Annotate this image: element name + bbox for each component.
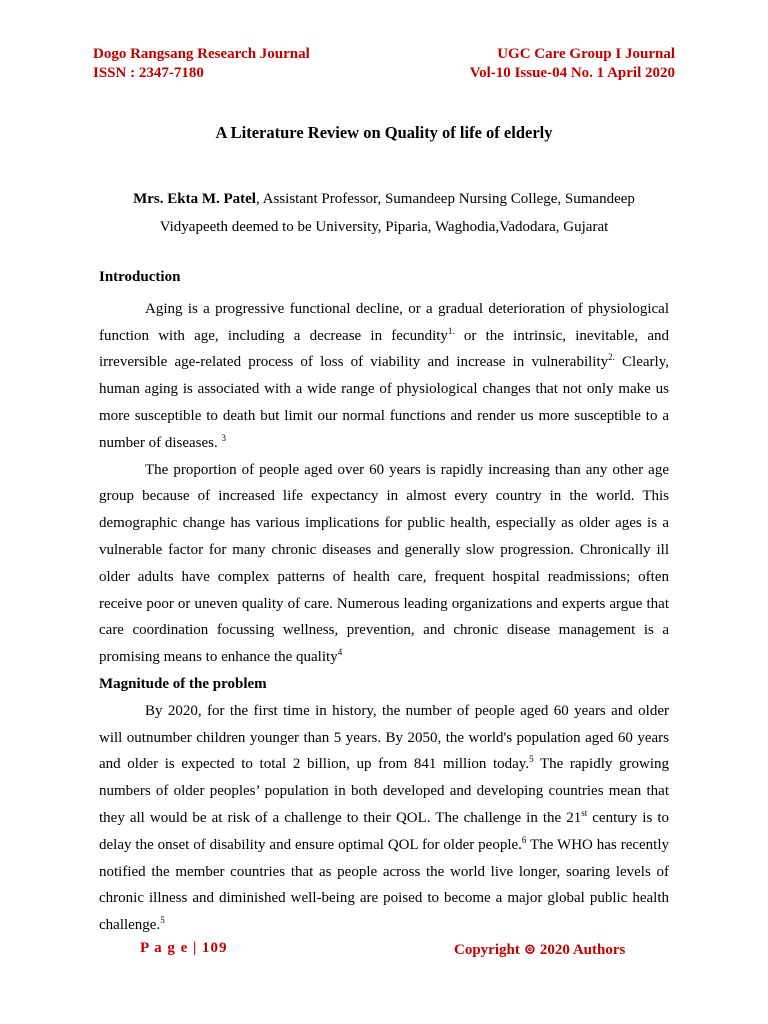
header-right: [470, 45, 675, 83]
magnitude-heading: Magnitude of the problem: [99, 675, 267, 692]
paragraph-2: The proportion of people aged over 60 years is rapidly increasing than any other age group because of increased life expectancy in almost every country in the world. This demographic change has various implications for public health, especially as older ages is a vulnerable factor for many chronic diseases and generally slow progression. Chronically ill older adults have complex patterns of health care, frequent hospital readmissions; often receive poor or uneven quality of care. Numerous leading organizations and experts argue that care coordination focussing wellness, prevention, and chronic disease management is a promising means to enhance the quality$^4$: [99, 461, 669, 666]
page-number: P a g e | 109: [140, 940, 228, 956]
citation-3: 3: [221, 432, 226, 443]
author-block: [80, 185, 688, 241]
journal-name: Dogo Rangsang Research Journal: [93, 46, 310, 62]
journal-volume: Vol-10 Issue-04 No. 1 April 2020: [469, 65, 675, 81]
citation-2: 2.: [608, 352, 615, 363]
citation-4: 4: [337, 647, 343, 658]
introduction-heading: Introduction: [99, 269, 181, 285]
author-affiliation-1: , Assistant Professor, Sumandeep Nursing College, Sumandeep: [255, 191, 635, 207]
paper-title: A Literature Review on Quality of life of elderly: [215, 123, 553, 142]
citation-6: 6: [521, 834, 527, 845]
ordinal-suffix: st: [581, 807, 588, 818]
author-affiliation-2: Vidyapeeth deemed to be University, Piparia, Waghodia,Vadodara, Gujarat: [159, 219, 609, 235]
citation-5: 5: [529, 754, 534, 765]
journal-group: UGC Care Group I Journal: [497, 46, 675, 62]
issn: ISSN : 2347-7180: [93, 65, 204, 81]
author-name: Mrs. Ekta M. Patel: [133, 191, 256, 207]
copyright-notice: Copyright ⊚ 2020 Authors: [454, 942, 626, 958]
header-left: [93, 45, 310, 83]
paragraph-3: By 2020, for the first time in history, the number of people aged 60 years and older will outnumber children younger than 5 years. By 2050, the world's population aged 60 years and older is expected to total 2 billion, up from 841 million today.$^5$ The rapidly growing numbers of older peoples’ population in both developed and developing countries mean that they all would be at risk of a challenge to their QOL. The challenge in the 21st century is to delay the onset of disability and ensure optimal QOL for older people.$^6$ The WHO has recently notified the member countries that as people across the world live longer, soaring levels of chronic illness and diminished well-being are poised to become a major global public health challenge.$^5$: [99, 702, 669, 934]
citation-7: 5: [160, 915, 165, 926]
paragraph-1: Aging is a progressive functional decline, or a gradual deterioration of physiological function with age, including a decrease in fecundity$^{1.}$ or the intrinsic, inevitable, and irreversible age-related process of loss of viability and increase in vulnerability$^{2.}$ Clearly, human aging is associated with a wide range of physiological changes that not only make us more susceptible to death but limit our normal functions and render us more susceptible to a number of diseases. $^3$: [99, 300, 669, 451]
paper-body: [99, 264, 669, 939]
citation-1: 1.: [447, 325, 455, 336]
